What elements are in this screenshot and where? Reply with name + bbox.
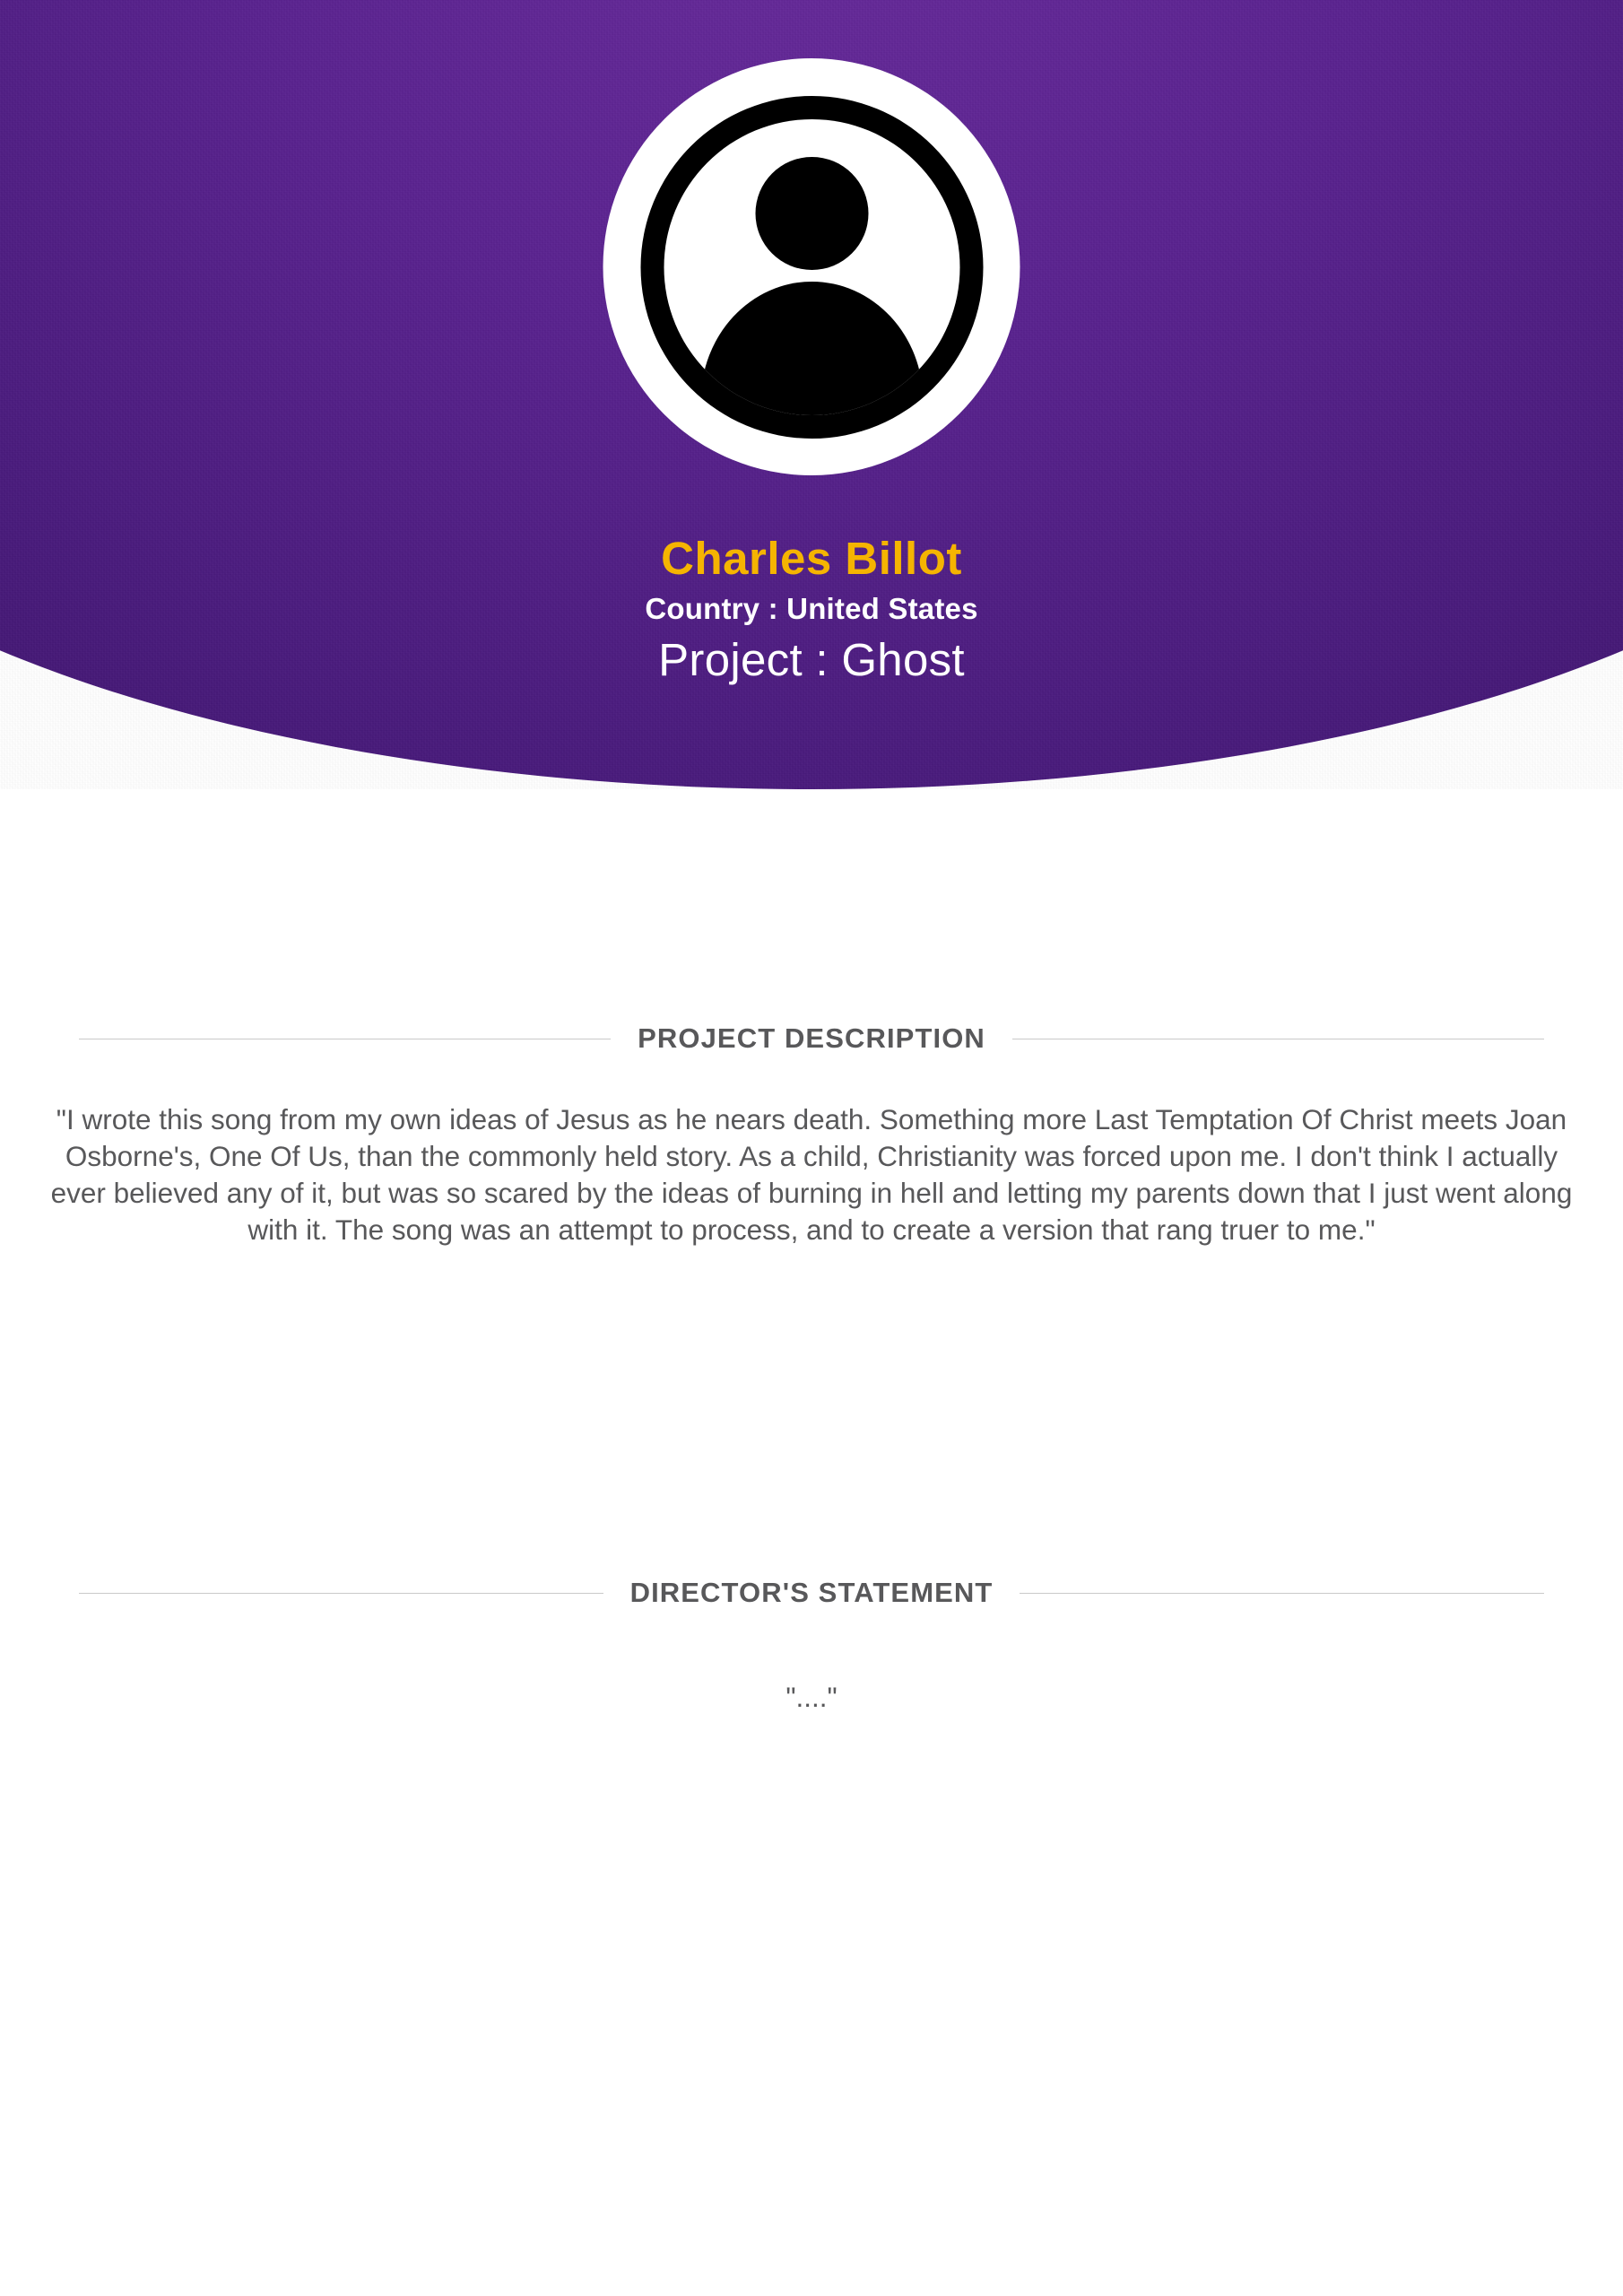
header-text-block bbox=[0, 534, 1623, 686]
avatar-ring bbox=[664, 119, 959, 415]
directors-statement-body: "...." bbox=[785, 1681, 838, 1713]
avatar-head-shape bbox=[755, 157, 868, 270]
directors-statement-section bbox=[0, 1577, 1623, 1716]
project-description-section bbox=[0, 1022, 1623, 1248]
heading-rule-right bbox=[1020, 1593, 1544, 1594]
avatar-body-shape bbox=[700, 282, 923, 415]
person-name: Charles Billot bbox=[661, 533, 962, 584]
project-description-body: "I wrote this song from my own ideas of Jesus as he nears death. Something more Last Temptation Of Christ meets Joan Osborne's, One Of Us, than the commonly held story. As a child, Christianity was forced upon me. I don't think I actually ever believed any of it, but was so scared by the ideas of burning in hell and letting my parents down that I just went along with it. The song was an attempt to process, and to create a version that rang truer to me." bbox=[50, 1103, 1573, 1246]
directors-statement-heading-label: DIRECTOR'S STATEMENT bbox=[629, 1577, 994, 1608]
directors-statement-heading bbox=[0, 1577, 1623, 1609]
project-description-heading bbox=[0, 1022, 1623, 1055]
heading-rule-left bbox=[79, 1593, 603, 1594]
person-country: Country : United States bbox=[645, 592, 978, 626]
avatar bbox=[603, 58, 1020, 475]
project-title: Project : Ghost bbox=[658, 634, 965, 686]
project-description-heading-label: PROJECT DESCRIPTION bbox=[638, 1022, 985, 1054]
user-avatar-icon bbox=[640, 96, 983, 439]
profile-header bbox=[0, 0, 1623, 789]
